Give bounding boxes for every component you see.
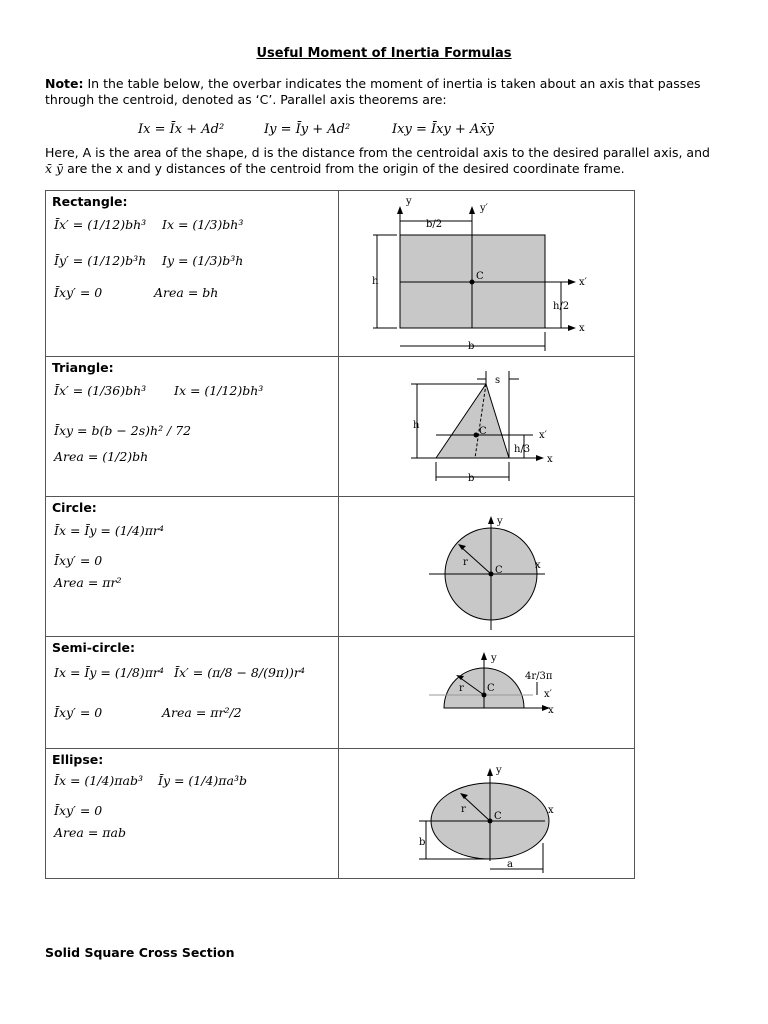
here-line-1: Here, A is the area of the shape, d is the distance from the centroidal axis to the desired parallel axis, and xyxy=(45,145,710,160)
circle-figure xyxy=(338,497,635,637)
centroid-xy-symbol: x̄ ȳ xyxy=(45,161,64,176)
ellipse-iy: Īy = (1/4)πa³b xyxy=(158,773,247,788)
here-paragraph xyxy=(45,145,735,177)
circle-area: Area = πr² xyxy=(54,575,122,590)
note-paragraph xyxy=(45,76,735,108)
circle-centroid-dot xyxy=(488,572,493,577)
rectangle-figure xyxy=(338,191,635,357)
circle-ix-iy: Īx = Īy = (1/4)πr⁴ xyxy=(54,523,164,538)
ellipse-figure xyxy=(338,749,635,879)
circle-title: Circle: xyxy=(52,500,97,515)
rectangle-label-h: h xyxy=(371,276,378,287)
parallel-axis-ixy: Ixy = Īxy + Ax̄ȳ xyxy=(392,122,495,137)
rectangle-iy: Iy = (1/3)b³h xyxy=(162,253,244,268)
rectangle-ix: Ix = (1/3)bh³ xyxy=(162,217,244,232)
ellipse-label-b: b xyxy=(418,837,425,848)
semicircle-centroid-dot xyxy=(481,693,486,698)
ellipse-centroid-dot xyxy=(487,819,492,824)
circle-diagram xyxy=(339,497,635,637)
ellipse-label-r: r xyxy=(460,804,466,815)
triangle-label-xp: x′ xyxy=(538,430,547,441)
triangle-diagram xyxy=(339,357,635,497)
here-line-2: are the x and y distances of the centroid from the origin of the desired coordinate frame. xyxy=(67,161,625,176)
semicircle-formulas xyxy=(46,637,339,749)
triangle-label-x: x xyxy=(546,454,553,465)
formula-table xyxy=(45,190,635,879)
semicircle-label-x: x xyxy=(547,705,554,716)
ellipse-formulas xyxy=(46,749,339,879)
semicircle-diagram xyxy=(339,637,635,749)
rectangle-x-arrow xyxy=(568,325,576,331)
triangle-title: Triangle: xyxy=(52,360,114,375)
rectangle-formulas xyxy=(46,191,339,357)
semicircle-area: Area = πr²/2 xyxy=(162,705,242,720)
ellipse-label-a: a xyxy=(506,859,513,870)
semicircle-figure xyxy=(338,637,635,749)
ellipse-row xyxy=(46,749,635,879)
semicircle-ixy: Īxy′ = 0 xyxy=(54,705,103,720)
rectangle-label-b: b xyxy=(467,341,474,352)
semicircle-label-c: C xyxy=(486,683,495,694)
triangle-label-s: s xyxy=(494,375,500,386)
triangle-label-b: b xyxy=(467,473,474,484)
triangle-ix: Ix = (1/12)bh³ xyxy=(174,383,264,398)
ellipse-ix: Īx = (1/4)πab³ xyxy=(54,773,143,788)
circle-label-r: r xyxy=(462,557,468,568)
semicircle-ix-centroid: Īx′ = (π/8 − 8/(9π))r⁴ xyxy=(174,665,305,680)
ellipse-label-x: x xyxy=(547,805,554,816)
ellipse-title: Ellipse: xyxy=(52,752,104,767)
rectangle-iy-centroid: Īy′ = (1/12)b³h xyxy=(54,253,147,268)
circle-y-arrow xyxy=(488,516,494,524)
rectangle-label-b2: b/2 xyxy=(425,219,442,230)
rectangle-area: Area = bh xyxy=(154,285,219,300)
circle-formulas xyxy=(46,497,339,637)
triangle-label-h: h xyxy=(412,420,419,431)
parallel-axis-iy: Iy = Īy + Ad² xyxy=(264,122,351,137)
rectangle-ixy: Īxy′ = 0 xyxy=(54,285,103,300)
note-text: In the table below, the overbar indicates the moment of inertia is taken about an axis that passes through the centroid, denoted as ‘C’. Parallel axis theorems are: xyxy=(45,76,701,107)
rectangle-title: Rectangle: xyxy=(52,194,128,209)
triangle-formulas xyxy=(46,357,339,497)
triangle-shape xyxy=(436,384,509,458)
triangle-row xyxy=(46,357,635,497)
page-title: Useful Moment of Inertia Formulas xyxy=(256,46,512,61)
rectangle-label-c: C xyxy=(475,271,484,282)
circle-row xyxy=(46,497,635,637)
triangle-figure xyxy=(338,357,635,497)
rectangle-xp-arrow xyxy=(568,279,576,285)
rectangle-ix-centroid: Īx′ = (1/12)bh³ xyxy=(54,217,147,232)
ellipse-label-c: C xyxy=(493,811,502,822)
triangle-area: Area = (1/2)bh xyxy=(54,449,149,464)
circle-label-y: y xyxy=(496,516,503,527)
semicircle-y-arrow xyxy=(481,652,487,660)
semicircle-label-r: r xyxy=(458,683,464,694)
semicircle-title: Semi-circle: xyxy=(52,640,136,655)
rectangle-label-x: x xyxy=(578,323,585,334)
triangle-x-arrow xyxy=(536,455,544,461)
circle-ixy: Īxy′ = 0 xyxy=(54,553,103,568)
ellipse-ixy: Īxy′ = 0 xyxy=(54,803,103,818)
semicircle-label-d: 4r/3π xyxy=(524,671,552,682)
rectangle-label-h2: h/2 xyxy=(552,301,569,312)
triangle-ixy: Īxy = b(b − 2s)h² / 72 xyxy=(54,423,192,438)
rectangle-y-arrow xyxy=(397,206,403,214)
semicircle-label-xp: x′ xyxy=(543,689,552,700)
rectangle-yp-arrow xyxy=(469,206,475,214)
triangle-label-c: C xyxy=(478,426,487,437)
parallel-axis-theorems xyxy=(138,122,638,142)
ellipse-y-arrow xyxy=(487,768,493,776)
rectangle-diagram xyxy=(339,191,635,357)
semicircle-ix-iy: Ix = Īy = (1/8)πr⁴ xyxy=(54,665,164,680)
rectangle-centroid-dot xyxy=(469,280,474,285)
ellipse-area: Area = πab xyxy=(54,825,126,840)
triangle-label-h3: h/3 xyxy=(513,444,530,455)
rectangle-label-y: y xyxy=(405,196,412,207)
semicircle-row xyxy=(46,637,635,749)
rectangle-label-xp: x′ xyxy=(578,277,587,288)
circle-label-c: C xyxy=(494,565,503,576)
parallel-axis-ix: Ix = Īx + Ad² xyxy=(138,122,225,137)
semicircle-label-y: y xyxy=(490,653,497,664)
ellipse-label-y: y xyxy=(495,765,502,776)
rectangle-label-yp: y′ xyxy=(479,203,488,214)
triangle-ix-centroid: Īx′ = (1/36)bh³ xyxy=(54,383,147,398)
rectangle-row xyxy=(46,191,635,357)
note-label: Note: xyxy=(45,76,84,91)
section-heading-solid-square: Solid Square Cross Section xyxy=(45,945,235,960)
ellipse-diagram xyxy=(339,749,635,879)
circle-label-x: x xyxy=(534,560,541,571)
